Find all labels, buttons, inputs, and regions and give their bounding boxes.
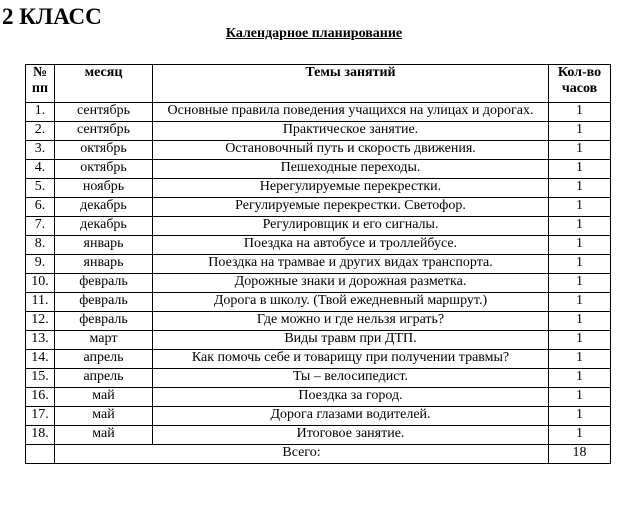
table-row xyxy=(26,103,611,122)
table-row xyxy=(26,274,611,293)
row-number: 18. xyxy=(26,426,55,445)
row-month: декабрь xyxy=(55,217,153,236)
row-hours: 1 xyxy=(549,255,611,274)
document-subtitle: Календарное планирование xyxy=(225,26,403,41)
row-month: май xyxy=(55,426,153,445)
row-topic: Практическое занятие. xyxy=(153,122,549,141)
table-row xyxy=(26,160,611,179)
row-hours: 1 xyxy=(549,198,611,217)
header-topic: Темы занятий xyxy=(153,65,549,103)
row-month: октябрь xyxy=(55,160,153,179)
row-number: 13. xyxy=(26,331,55,350)
total-value: 18 xyxy=(549,445,611,464)
row-number: 15. xyxy=(26,369,55,388)
row-month: февраль xyxy=(55,274,153,293)
row-number: 17. xyxy=(26,407,55,426)
row-topic: Ты – велосипедист. xyxy=(153,369,549,388)
table-row xyxy=(26,407,611,426)
row-hours: 1 xyxy=(549,312,611,331)
row-month: ноябрь xyxy=(55,179,153,198)
total-label: Всего: xyxy=(55,445,549,464)
row-month: февраль xyxy=(55,293,153,312)
row-number: 2. xyxy=(26,122,55,141)
header-num xyxy=(26,65,55,103)
table-header-row xyxy=(26,65,611,103)
table-row xyxy=(26,350,611,369)
row-hours: 1 xyxy=(549,407,611,426)
table-row xyxy=(26,331,611,350)
row-month: апрель xyxy=(55,369,153,388)
header-num-line1: № xyxy=(32,65,48,80)
table-row xyxy=(26,255,611,274)
row-topic: Поездка на автобусе и троллейбусе. xyxy=(153,236,549,255)
row-hours: 1 xyxy=(549,103,611,122)
row-topic: Остановочный путь и скорость движения. xyxy=(153,141,549,160)
table-row xyxy=(26,122,611,141)
row-hours: 1 xyxy=(549,369,611,388)
row-hours: 1 xyxy=(549,141,611,160)
row-number: 1. xyxy=(26,103,55,122)
header-hours xyxy=(549,65,611,103)
row-topic: Где можно и где нельзя играть? xyxy=(153,312,549,331)
table-row xyxy=(26,293,611,312)
row-number: 7. xyxy=(26,217,55,236)
row-topic: Основные правила поведения учащихся на улицах и дорогах. xyxy=(153,103,549,122)
header-hours-line2: часов xyxy=(561,81,598,96)
row-hours: 1 xyxy=(549,122,611,141)
row-hours: 1 xyxy=(549,293,611,312)
row-number: 11. xyxy=(26,293,55,312)
row-topic: Дорожные знаки и дорожная разметка. xyxy=(153,274,549,293)
row-number: 8. xyxy=(26,236,55,255)
row-month: апрель xyxy=(55,350,153,369)
total-row xyxy=(26,445,611,464)
row-hours: 1 xyxy=(549,388,611,407)
row-number: 5. xyxy=(26,179,55,198)
row-number: 4. xyxy=(26,160,55,179)
table-row xyxy=(26,141,611,160)
header-month: месяц xyxy=(55,65,153,103)
row-number: 10. xyxy=(26,274,55,293)
row-month: январь xyxy=(55,255,153,274)
header-hours-line1: Кол-во xyxy=(557,65,602,80)
table-row xyxy=(26,179,611,198)
row-topic: Регулируемые перекрестки. Светофор. xyxy=(153,198,549,217)
row-topic: Дорога глазами водителей. xyxy=(153,407,549,426)
row-topic: Поездка за город. xyxy=(153,388,549,407)
row-topic: Дорога в школу. (Твой ежедневный маршрут.) xyxy=(153,293,549,312)
row-month: март xyxy=(55,331,153,350)
row-month: сентябрь xyxy=(55,122,153,141)
table-row xyxy=(26,217,611,236)
row-month: декабрь xyxy=(55,198,153,217)
table-row xyxy=(26,312,611,331)
row-month: сентябрь xyxy=(55,103,153,122)
row-hours: 1 xyxy=(549,179,611,198)
schedule-table xyxy=(25,64,611,464)
row-month: январь xyxy=(55,236,153,255)
row-topic: Виды травм при ДТП. xyxy=(153,331,549,350)
row-number: 14. xyxy=(26,350,55,369)
row-hours: 1 xyxy=(549,331,611,350)
row-hours: 1 xyxy=(549,426,611,445)
row-topic: Итоговое занятие. xyxy=(153,426,549,445)
row-hours: 1 xyxy=(549,274,611,293)
table-row xyxy=(26,198,611,217)
row-hours: 1 xyxy=(549,160,611,179)
table-row xyxy=(26,426,611,445)
header-num-line2: пп xyxy=(31,81,49,96)
row-number: 6. xyxy=(26,198,55,217)
row-month: октябрь xyxy=(55,141,153,160)
row-number: 3. xyxy=(26,141,55,160)
row-month: май xyxy=(55,407,153,426)
row-number: 16. xyxy=(26,388,55,407)
row-number: 12. xyxy=(26,312,55,331)
page-title: 2 КЛАСС xyxy=(2,4,102,29)
row-topic: Пешеходные переходы. xyxy=(153,160,549,179)
row-number: 9. xyxy=(26,255,55,274)
row-topic: Нерегулируемые перекрестки. xyxy=(153,179,549,198)
row-hours: 1 xyxy=(549,350,611,369)
row-topic: Как помочь себе и товарищу при получении травмы? xyxy=(153,350,549,369)
row-hours: 1 xyxy=(549,217,611,236)
table-row xyxy=(26,388,611,407)
table-row xyxy=(26,236,611,255)
row-month: май xyxy=(55,388,153,407)
table-row xyxy=(26,369,611,388)
row-month: февраль xyxy=(55,312,153,331)
row-hours: 1 xyxy=(549,236,611,255)
total-empty-cell xyxy=(26,445,55,464)
row-topic: Поездка на трамвае и других видах транспорта. xyxy=(153,255,549,274)
row-topic: Регулировщик и его сигналы. xyxy=(153,217,549,236)
